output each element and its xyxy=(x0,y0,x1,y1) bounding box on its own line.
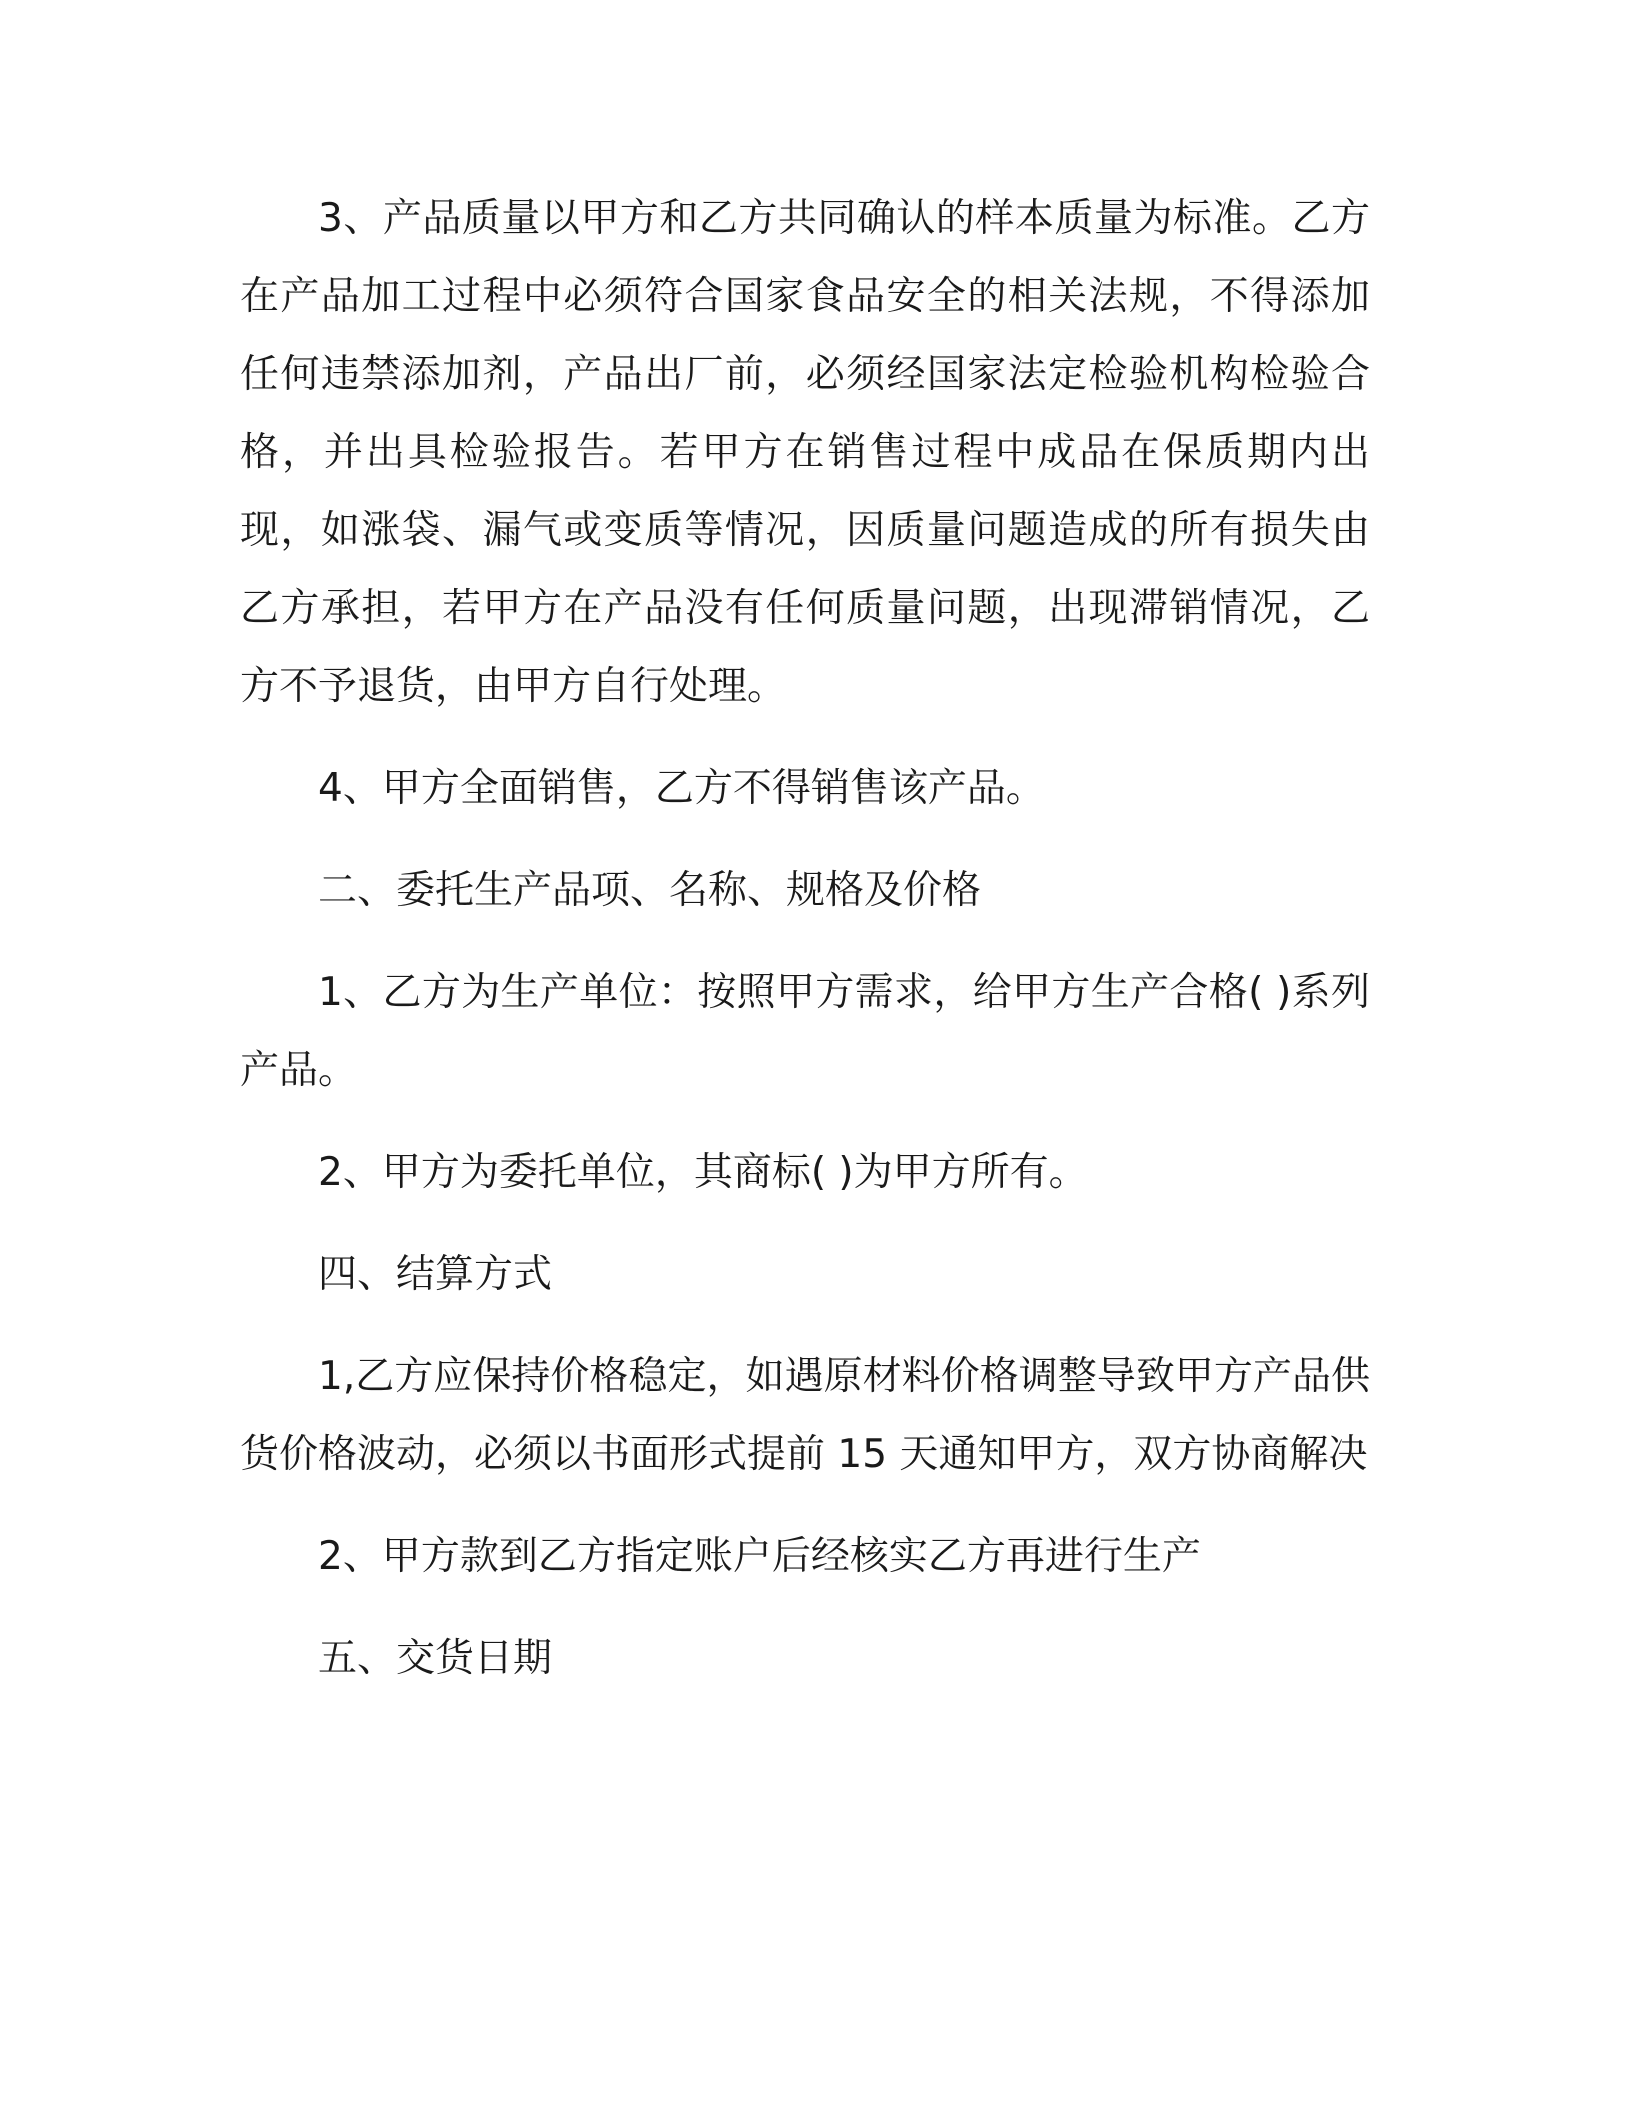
section-heading-products: 二、委托生产品项、名称、规格及价格 xyxy=(318,868,982,913)
document-body xyxy=(240,180,1370,1722)
paragraph-quality-standard: 3、产品质量以甲方和乙方共同确认的样本质量为标准。乙方在产品加工过程中必须符合国家食品安全的相关法规，不得添加任何违禁添加剂，产品出厂前，必须经国家法定检验机构检验合格，并出具检验报告。若甲方在销售过程中成品在保质期内出现，如涨袋、漏气或变质等情况，因质量问题造成的所有损失由乙方承担，若甲方在产品没有任何质量问题，出现滞销情况，乙方不予退货，由甲方自行处理。 xyxy=(240,196,1370,709)
paragraph-payment: 2、甲方款到乙方指定账户后经核实乙方再进行生产 xyxy=(318,1534,1201,1579)
section-heading-delivery: 五、交货日期 xyxy=(318,1636,553,1681)
section-heading-settlement: 四、结算方式 xyxy=(318,1252,553,1297)
paragraph-trademark: 2、甲方为委托单位，其商标( )为甲方所有。 xyxy=(318,1150,1088,1195)
paragraph-price-stability: 1,乙方应保持价格稳定，如遇原材料价格调整导致甲方产品供货价格波动，必须以书面形式提前 15 天通知甲方，双方协商解决 xyxy=(240,1354,1370,1477)
paragraph-producer: 1、乙方为生产单位：按照甲方需求，给甲方生产合格( )系列产品。 xyxy=(240,970,1370,1093)
paragraph-sales-rights: 4、甲方全面销售，乙方不得销售该产品。 xyxy=(318,766,1045,811)
